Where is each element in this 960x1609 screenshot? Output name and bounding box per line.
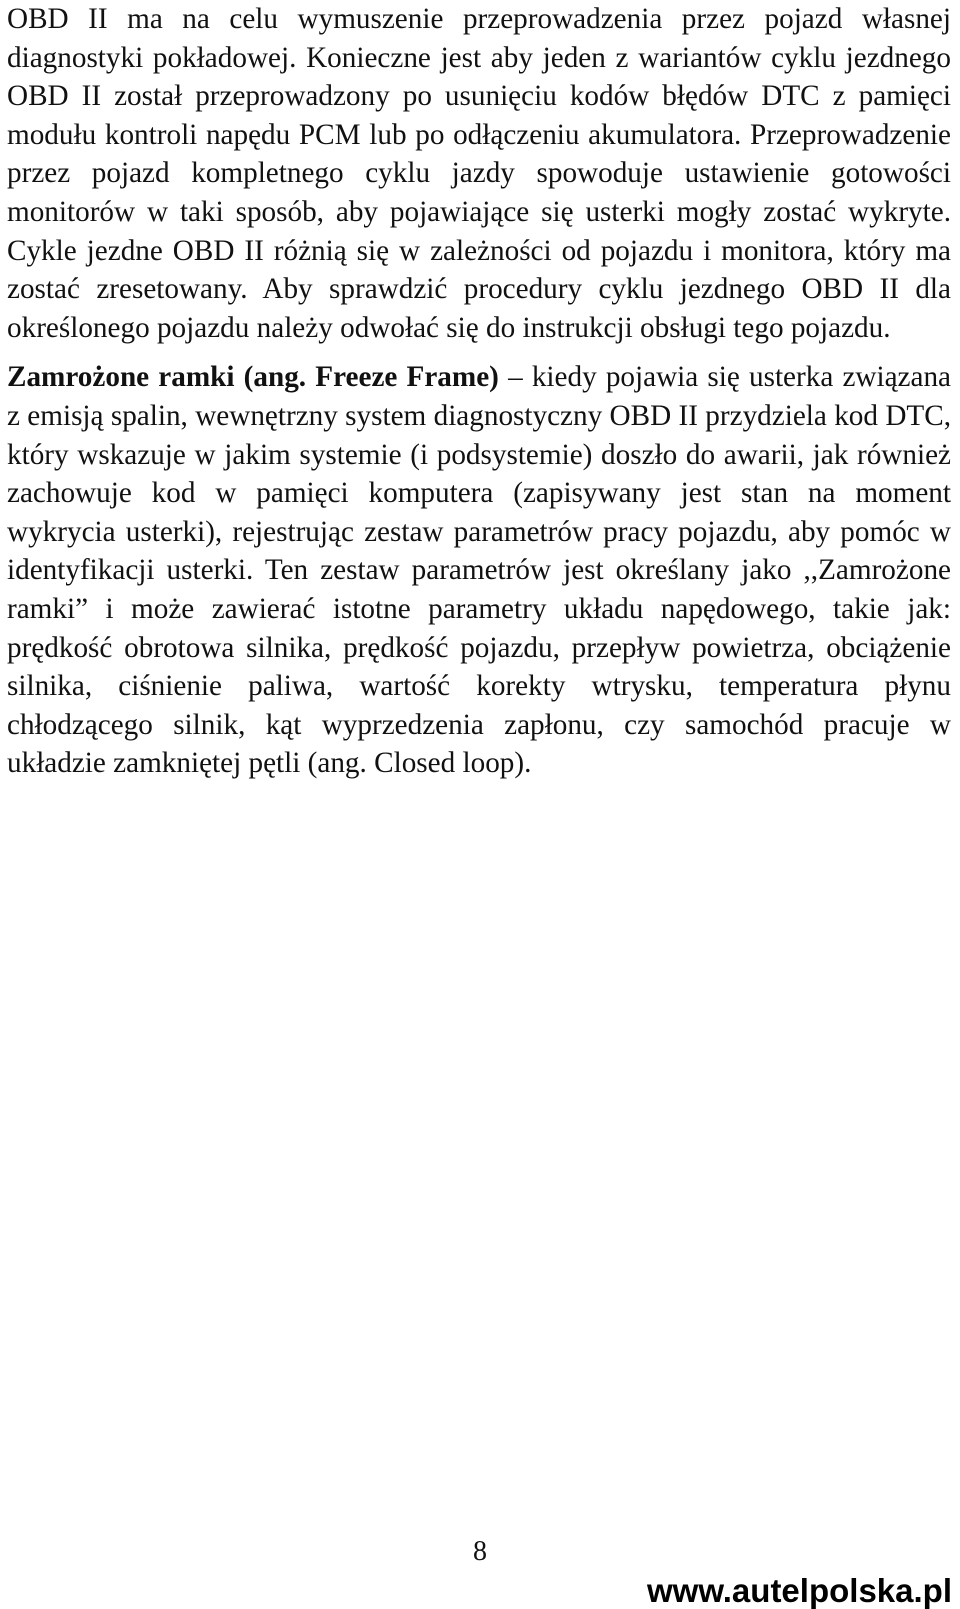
page-number: 8 bbox=[473, 1536, 487, 1567]
paragraph-freeze-frame bbox=[7, 358, 951, 783]
freeze-frame-term: Zamrożone ramki (ang. Freeze Frame) bbox=[7, 361, 499, 394]
document-page bbox=[7, 0, 951, 783]
paragraph-obd-drive-cycle: OBD II ma na celu wymuszenie przeprowadzenia przez pojazd własnej diagnostyki pokładowej. Konieczne jest aby jeden z wariantów cyklu jezdnego OBD II został przeprowadzony po usunięciu kodów błędów DTC z pamięci modułu kontroli napędu PCM lub po odłączeniu akumulatora. Przeprowadzenie przez pojazd kompletnego cyklu jazdy spowoduje ustawienie gotowości monitorów w taki sposób, aby pojawiające się usterki mogły zostać wykryte. Cykle jezdne OBD II różnią się w zależności od pojazdu i monitora, który ma zostać zresetowany. Aby sprawdzić procedury cyklu jezdnego OBD II dla określonego pojazdu należy odwołać się do instrukcji obsługi tego pojazdu. bbox=[7, 3, 951, 344]
website-url: www.autelpolska.pl bbox=[646, 1572, 952, 1609]
freeze-frame-description: – kiedy pojawia się usterka związana z emisją spalin, wewnętrzny system diagnostyczny OBD II przydziela kod DTC, który wskazuje w jakim systemie (i podsystemie) doszło do awarii, jak również zachowuje kod w pamięci komputera (zapisywany jest stan na moment wykrycia usterki), rejestrując zestaw parametrów pracy pojazdu, aby pomóc w identyfikacji usterki. Ten zestaw parametrów jest określany jako ,,Zamrożone ramki” i może zawierać istotne parametry układu napędowego, takie jak: prędkość obrotowa silnika, prędkość pojazdu, przepływ powietrza, obciążenie silnika, ciśnienie paliwa, wartość korekty wtrysku, temperatura płynu chłodzącego silnik, kąt wyprzedzenia zapłonu, czy samochód pracuje w układzie zamkniętej pętli (ang. Closed loop). bbox=[7, 361, 951, 780]
